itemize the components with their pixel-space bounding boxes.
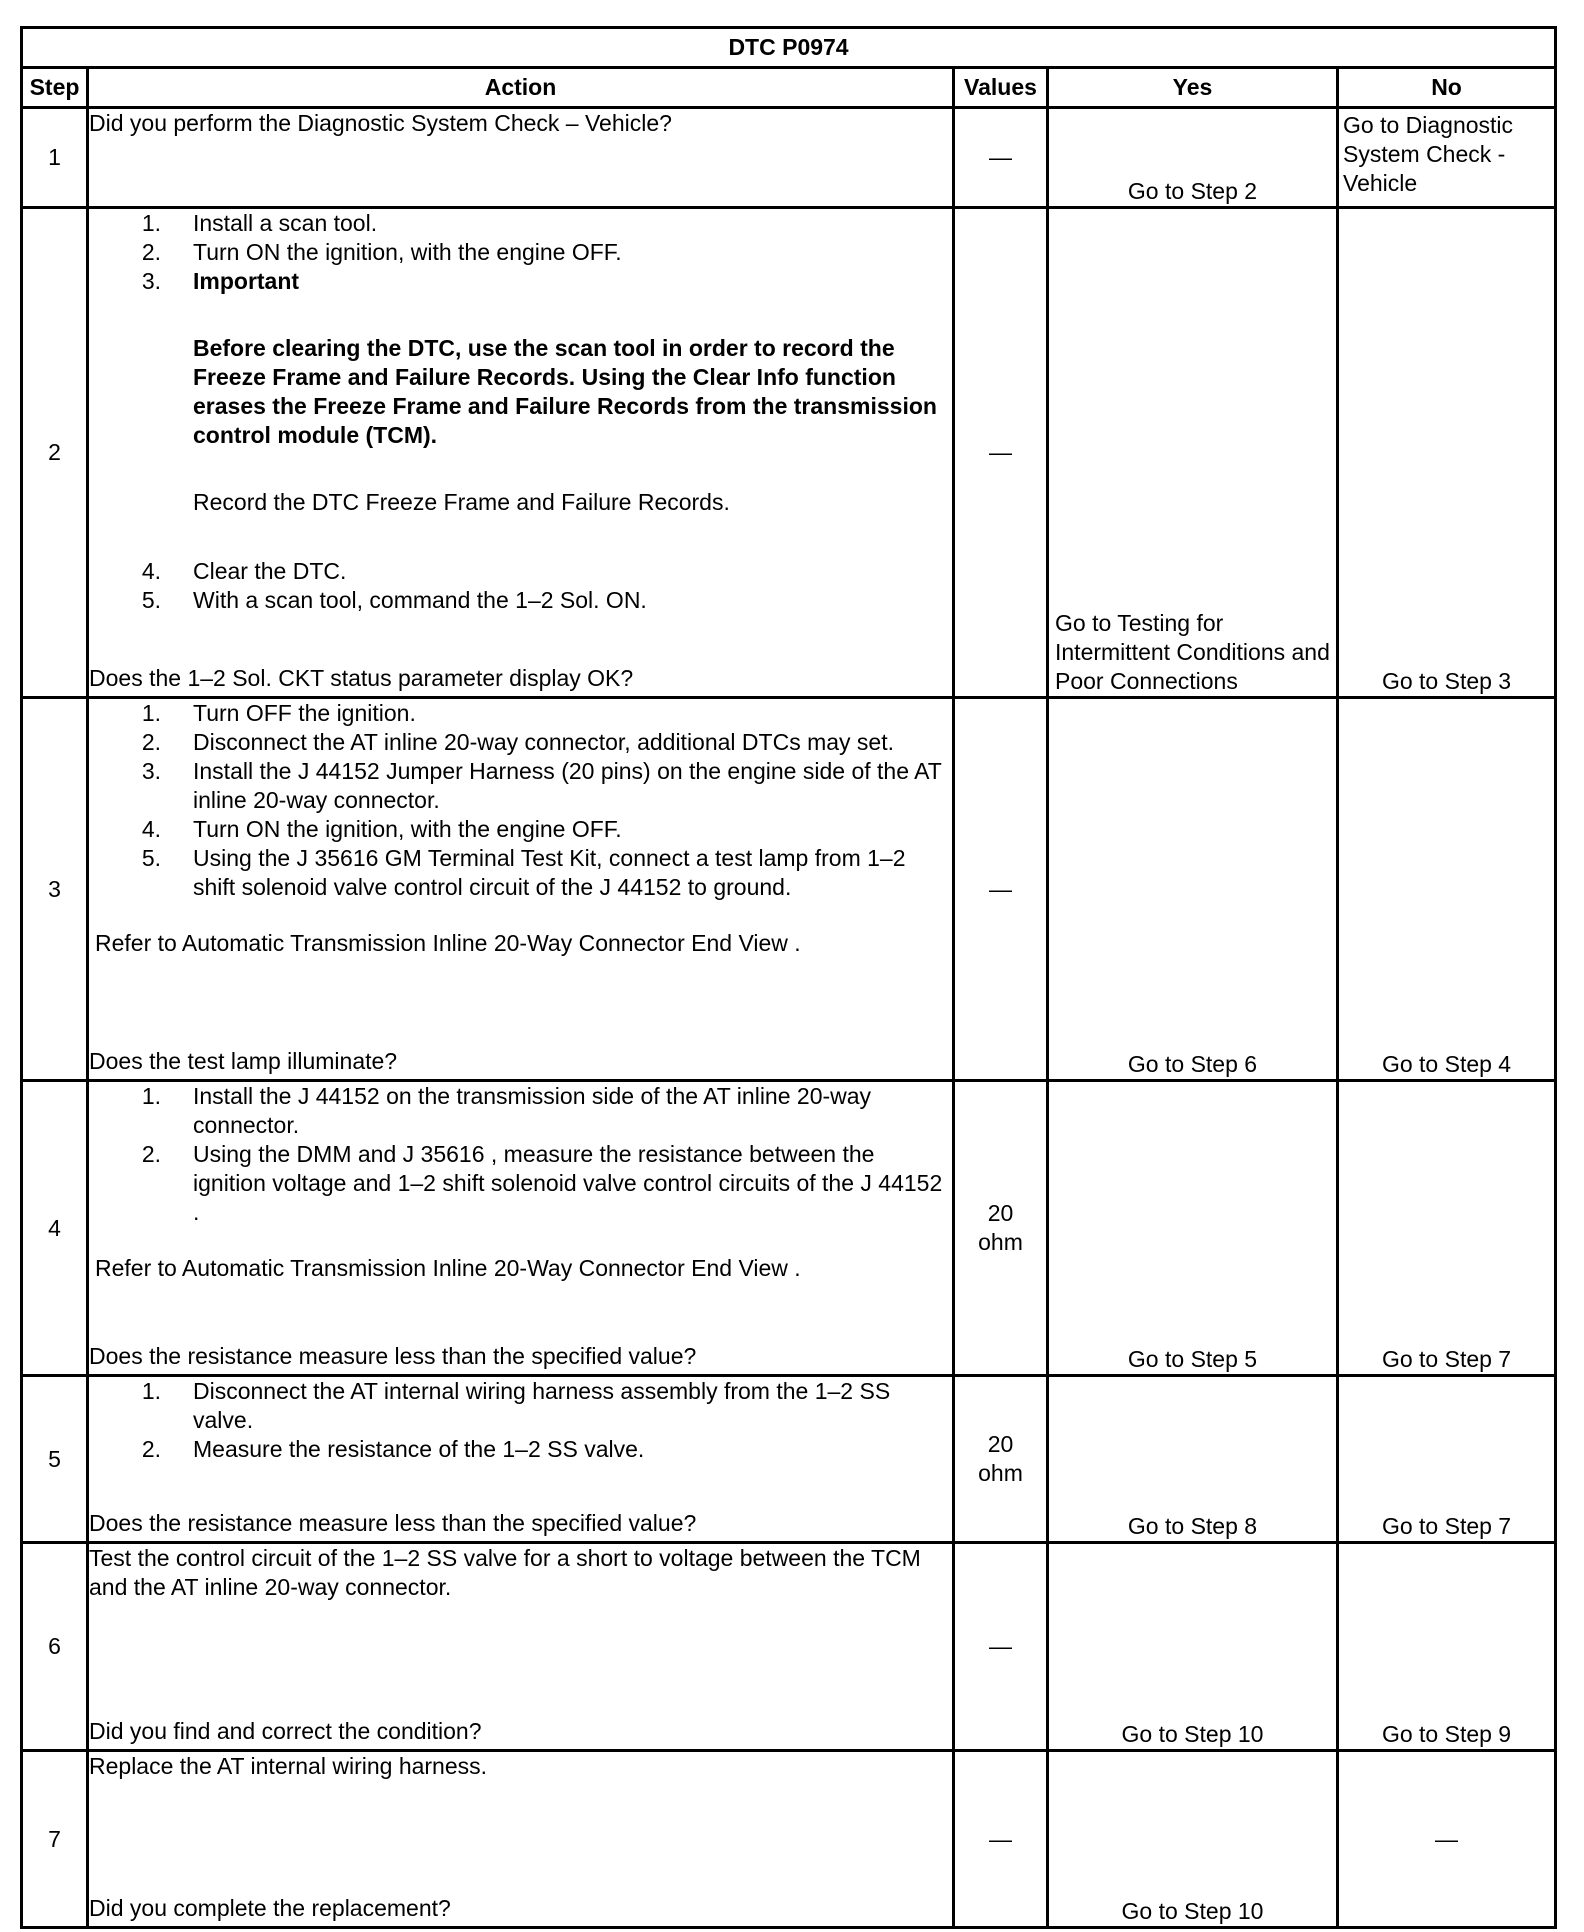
yes-cell: Go to Step 6	[1048, 698, 1338, 1081]
yes-cell: Go to Step 2	[1048, 108, 1338, 208]
step-number: 1	[22, 108, 88, 208]
yes-cell: Go to Step 10	[1048, 1543, 1338, 1751]
table-row	[22, 1543, 1556, 1751]
no-cell: Go to Step 3	[1338, 208, 1556, 698]
dtc-table	[20, 26, 1557, 1929]
action-cell	[88, 208, 954, 698]
list-item: 3. Install the J 44152 Jumper Harness (20 pins) on the engine side of the AT inline 20-way connector.	[141, 758, 942, 813]
value-cell: —	[954, 108, 1048, 208]
table-row	[22, 1376, 1556, 1543]
list-item: 1. Disconnect the AT internal wiring harness assembly from the 1–2 SS valve.	[141, 1378, 891, 1433]
table-row	[22, 108, 1556, 208]
no-cell: Go to Diagnostic System Check - Vehicle	[1338, 108, 1556, 208]
question-text: Does the test lamp illuminate?	[89, 1048, 398, 1074]
step-list	[89, 1082, 952, 1227]
action-text: Test the control circuit of the 1–2 SS valve for a short to voltage between the TCM and the AT inline 20-way connector.	[89, 1545, 921, 1600]
list-item: 3. Important	[141, 268, 300, 294]
header-step: Step	[22, 68, 88, 108]
step-list	[89, 557, 952, 615]
list-item: 2. Measure the resistance of the 1–2 SS valve.	[141, 1436, 645, 1462]
action-cell	[88, 1751, 954, 1928]
header-action: Action	[88, 68, 954, 108]
step-list	[89, 699, 952, 902]
refer-note: Refer to Automatic Transmission Inline 20-Way Connector End View .	[95, 930, 801, 956]
header-values: Values	[954, 68, 1048, 108]
step-list	[89, 209, 952, 296]
value-cell: —	[954, 1751, 1048, 1928]
header-no: No	[1338, 68, 1556, 108]
yes-cell: Go to Testing for Intermittent Conditions and Poor Connections	[1048, 208, 1338, 698]
table-row	[22, 208, 1556, 698]
question-text: Does the resistance measure less than the specified value?	[89, 1510, 697, 1536]
step-number: 3	[22, 698, 88, 1081]
action-cell	[88, 1543, 954, 1751]
table-title: DTC P0974	[22, 28, 1556, 68]
yes-cell: Go to Step 5	[1048, 1081, 1338, 1376]
header-yes: Yes	[1048, 68, 1338, 108]
yes-cell: Go to Step 8	[1048, 1376, 1338, 1543]
no-cell: Go to Step 4	[1338, 698, 1556, 1081]
action-text: Did you perform the Diagnostic System Check – Vehicle?	[88, 108, 954, 208]
action-cell	[88, 1081, 954, 1376]
list-item: 5. Using the J 35616 GM Terminal Test Kit, connect a test lamp from 1–2 shift solenoid valve control circuit of the J 44152 to ground.	[141, 845, 906, 900]
list-item: 4. Turn ON the ignition, with the engine OFF.	[141, 816, 622, 842]
step-number: 2	[22, 208, 88, 698]
value-cell: —	[954, 698, 1048, 1081]
no-cell: Go to Step 9	[1338, 1543, 1556, 1751]
step-number: 5	[22, 1376, 88, 1543]
action-cell	[88, 698, 954, 1081]
question-text: Does the 1–2 Sol. CKT status parameter display OK?	[89, 665, 634, 691]
question-text: Does the resistance measure less than the specified value?	[89, 1343, 697, 1369]
yes-cell: Go to Step 10	[1048, 1751, 1338, 1928]
step-number: 7	[22, 1751, 88, 1928]
question-text: Did you complete the replacement?	[89, 1895, 451, 1921]
list-item: 1. Install a scan tool.	[141, 210, 378, 236]
refer-note: Refer to Automatic Transmission Inline 20-Way Connector End View .	[95, 1255, 801, 1281]
list-item: 2. Using the DMM and J 35616 , measure the resistance between the ignition voltage and 1–2 shift solenoid valve control circuits of the J 44152 .	[141, 1141, 943, 1225]
table-row	[22, 1751, 1556, 1928]
action-text: Replace the AT internal wiring harness.	[89, 1753, 488, 1779]
list-item: 2. Disconnect the AT inline 20-way connector, additional DTCs may set.	[141, 729, 894, 755]
header-row	[22, 68, 1556, 108]
step-list	[89, 1377, 952, 1464]
table-row	[22, 698, 1556, 1081]
record-note: Record the DTC Freeze Frame and Failure Records.	[193, 489, 730, 515]
step-number: 4	[22, 1081, 88, 1376]
no-cell: —	[1338, 1751, 1556, 1928]
value-cell: —	[954, 1543, 1048, 1751]
list-item: 2. Turn ON the ignition, with the engine OFF.	[141, 239, 622, 265]
list-item: 4. Clear the DTC.	[141, 558, 347, 584]
list-item: 1. Turn OFF the ignition.	[141, 700, 416, 726]
value-cell: —	[954, 208, 1048, 698]
question-text: Did you find and correct the condition?	[89, 1718, 482, 1744]
action-cell	[88, 1376, 954, 1543]
table-row	[22, 1081, 1556, 1376]
value-cell: 20 ohm	[954, 1376, 1048, 1543]
no-cell: Go to Step 7	[1338, 1081, 1556, 1376]
important-note: Before clearing the DTC, use the scan tool in order to record the Freeze Frame and Failure Records. Using the Clear Info function erases the Freeze Frame and Failure Records from the transmission control module (TCM).	[193, 335, 937, 448]
list-item: 5. With a scan tool, command the 1–2 Sol. ON.	[141, 587, 647, 613]
value-cell: 20 ohm	[954, 1081, 1048, 1376]
list-item: 1. Install the J 44152 on the transmission side of the AT inline 20-way connector.	[141, 1083, 872, 1138]
step-number: 6	[22, 1543, 88, 1751]
no-cell: Go to Step 7	[1338, 1376, 1556, 1543]
